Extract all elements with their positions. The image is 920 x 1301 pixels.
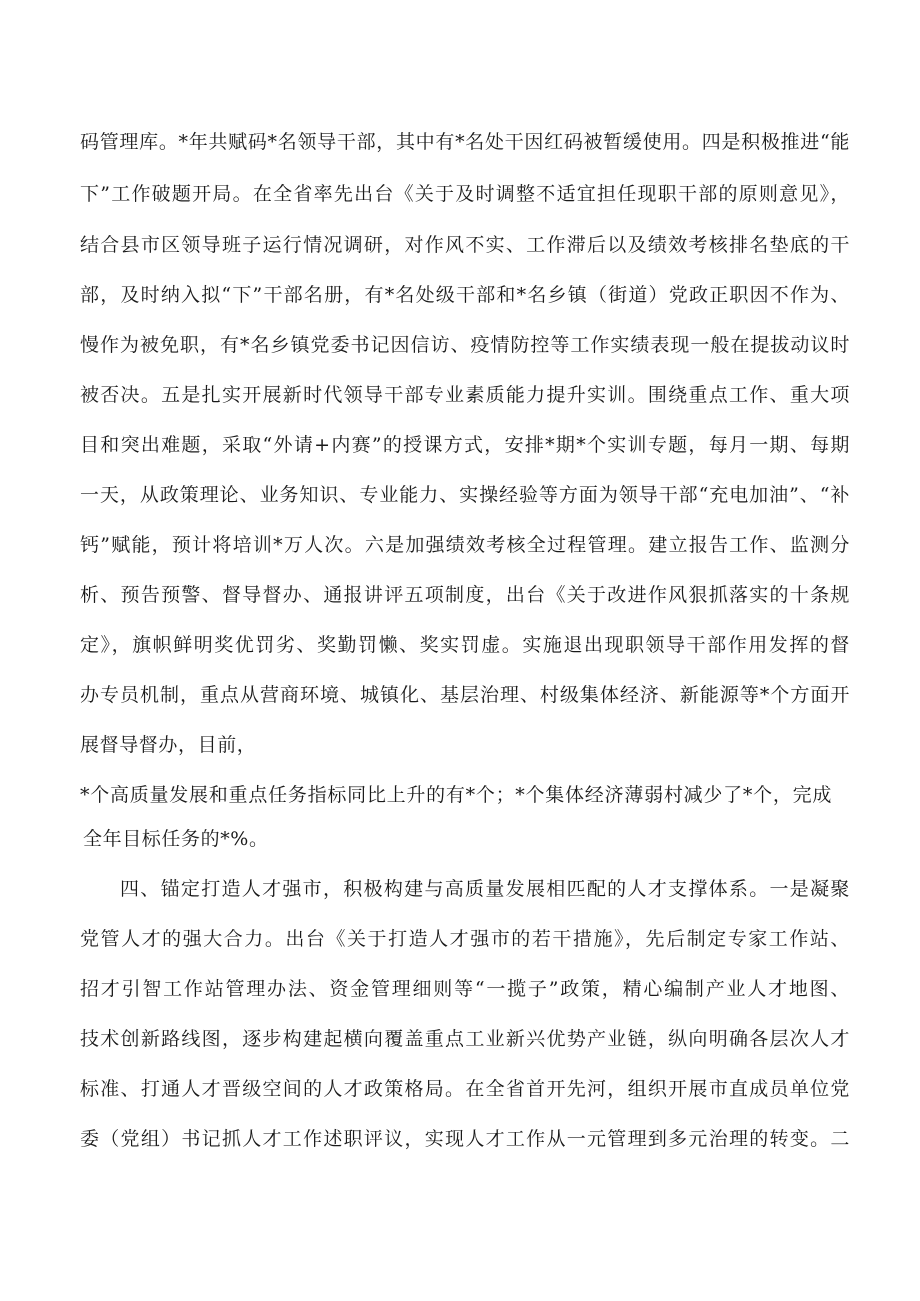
paragraph-line: 结合县市区领导班子运行情况调研，对作风不实、工作滞后以及绩效考核排名垫底的干 [80, 234, 850, 256]
paragraph-line: 下”工作破题开局。在全省率先出台《关于及时调整不适宜担任现职干部的原则意见》， [80, 183, 850, 205]
paragraph-line: 展督导督办，目前， [80, 734, 257, 756]
paragraph-line: 部，及时纳入拟“下”干部名册，有*名处级干部和*名乡镇（街道）党政正职因不作为、 [80, 284, 850, 306]
paragraph-line: 目和突出难题，采取“外请+内赛”的授课方式，安排*期*个实训专题，每月一期、每期 [80, 434, 850, 456]
paragraph-line: 定》，旗帜鲜明奖优罚劣、奖勤罚懒、奖实罚虚。实施退出现职领导干部作用发挥的督 [80, 634, 850, 656]
paragraph-line: 技术创新路线图，逐步构建起横向覆盖重点工业新兴优势产业链，纵向明确各层次人才 [80, 1028, 850, 1050]
paragraph-line: 党管人才的强大合力。出台《关于打造人才强市的若干措施》，先后制定专家工作站、 [80, 928, 850, 950]
paragraph-line: 委（党组）书记抓人才工作述职评议，实现人才工作从一元管理到多元治理的转变。二 [80, 1128, 850, 1150]
paragraph-line: 办专员机制，重点从营商环境、城镇化、基层治理、村级集体经济、新能源等*个方面开 [80, 684, 850, 706]
paragraph-line: 析、预告预警、督导督办、通报讲评五项制度，出台《关于改进作风狠抓落实的十条规 [80, 584, 850, 606]
paragraph-line: *个高质量发展和重点任务指标同比上升的有*个；*个集体经济薄弱村减少了*个，完成 [80, 784, 832, 806]
paragraph-line: 标准、打通人才晋级空间的人才政策格局。在全省首开先河，组织开展市直成员单位党 [80, 1078, 850, 1100]
paragraph-line: 招才引智工作站管理办法、资金管理细则等“一揽子”政策，精心编制产业人才地图、 [80, 978, 850, 1000]
paragraph-line: 全年目标任务的*%。 [83, 828, 269, 850]
paragraph-line: 一天，从政策理论、业务知识、专业能力、实操经验等方面为领导干部“充电加油”、“补 [80, 484, 850, 506]
paragraph-line: 码管理库。*年共赋码*名领导干部，其中有*名处干因红码被暂缓使用。四是积极推进“能 [80, 131, 850, 153]
section-heading-line: 四、锚定打造人才强市，积极构建与高质量发展相匹配的人才支撑体系。一是凝聚 [120, 878, 850, 900]
paragraph-line: 慢作为被免职，有*名乡镇党委书记因信访、疫情防控等工作实绩表现一般在提拔动议时 [80, 334, 850, 356]
paragraph-line: 钙”赋能，预计将培训*万人次。六是加强绩效考核全过程管理。建立报告工作、监测分 [80, 534, 850, 556]
paragraph-line: 被否决。五是扎实开展新时代领导干部专业素质能力提升实训。围绕重点工作、重大项 [80, 384, 850, 406]
